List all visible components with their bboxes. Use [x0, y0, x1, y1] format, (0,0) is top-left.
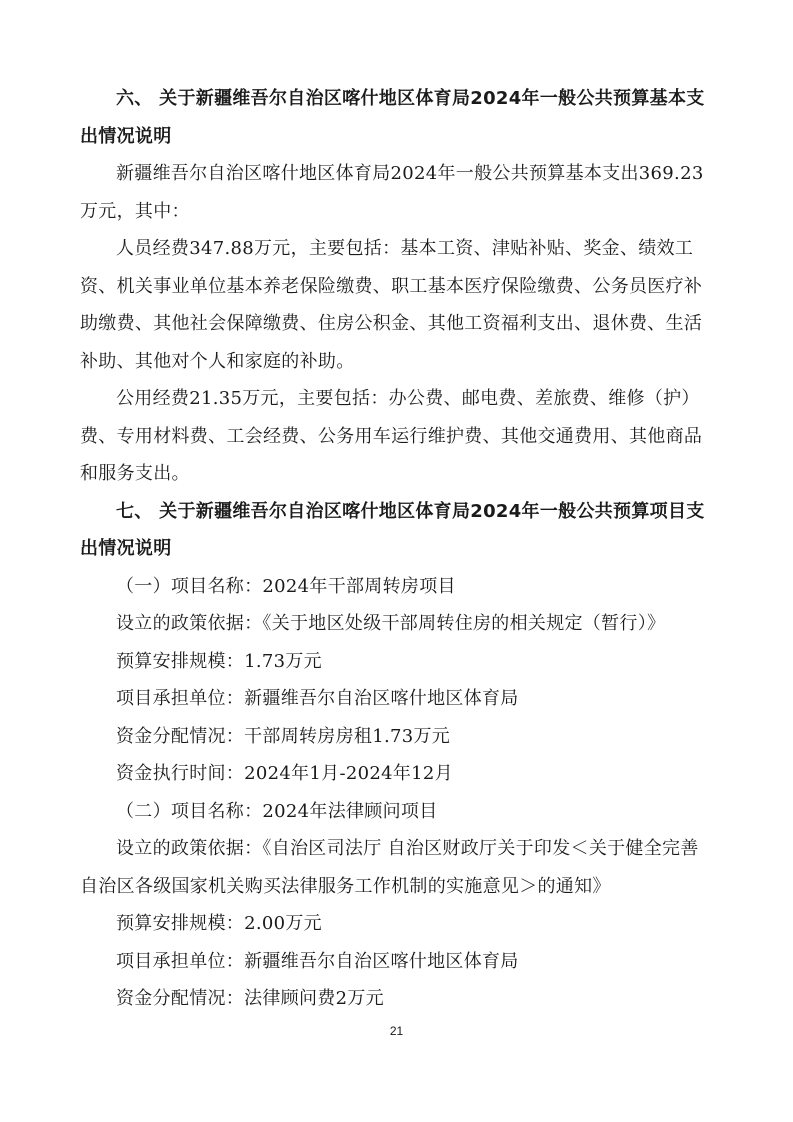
section-seven-heading: 七、 关于新疆维吾尔自治区喀什地区体育局2024年一般公共预算项目支出情况说明 — [80, 500, 705, 559]
project-one-unit: 项目承担单位：新疆维吾尔自治区喀什地区体育局 — [116, 688, 519, 709]
personnel-expenses-paragraph: 人员经费347.88万元，主要包括：基本工资、津贴补贴、奖金、绩效工资、机关事业单位基本养老保险缴费、职工基本医疗保险缴费、公务员医疗补助缴费、其他社会保障缴费、住房公积金、其他工资福利支出、退休费、生活补助、其他对个人和家庭的补助。 — [80, 238, 703, 372]
page-content — [80, 80, 713, 1018]
project-one-basis: 设立的政策依据：《关于地区处级干部周转住房的相关规定（暂行）》 — [116, 613, 666, 634]
project-one-period: 资金执行时间：2024年1月-2024年12月 — [116, 763, 453, 784]
project-two-name: （二）项目名称：2024年法律顾问项目 — [116, 800, 438, 822]
project-one-scale: 预算安排规模：1.73万元 — [116, 650, 322, 672]
project-two-scale: 预算安排规模：2.00万元 — [116, 913, 322, 934]
public-expenses-paragraph: 公用经费21.35万元，主要包括：办公费、邮电费、差旅费、维修（护）费、专用材料费、工会经费、公务用车运行维护费、其他交通费用、其他商品和服务支出。 — [80, 388, 703, 484]
project-two-allocation: 资金分配情况：法律顾问费2万元 — [116, 988, 384, 1009]
section-six-intro: 新疆维吾尔自治区喀什地区体育局2024年一般公共预算基本支出369.23万元，其中： — [80, 163, 704, 222]
project-one-allocation: 资金分配情况：干部周转房房租1.73万元 — [116, 725, 451, 747]
project-one-name: （一）项目名称：2024年干部周转房项目 — [116, 575, 456, 597]
project-two-unit: 项目承担单位：新疆维吾尔自治区喀什地区体育局 — [116, 950, 519, 972]
project-two-basis: 设立的政策依据：《自治区司法厅 自治区财政厅关于印发＜关于健全完善自治区各级国家机关购买法律服务工作机制的实施意见＞的通知》 — [80, 838, 699, 897]
section-six-heading: 六、 关于新疆维吾尔自治区喀什地区体育局2024年一般公共预算基本支出情况说明 — [80, 88, 705, 147]
page-number: 21 — [389, 1024, 404, 1038]
